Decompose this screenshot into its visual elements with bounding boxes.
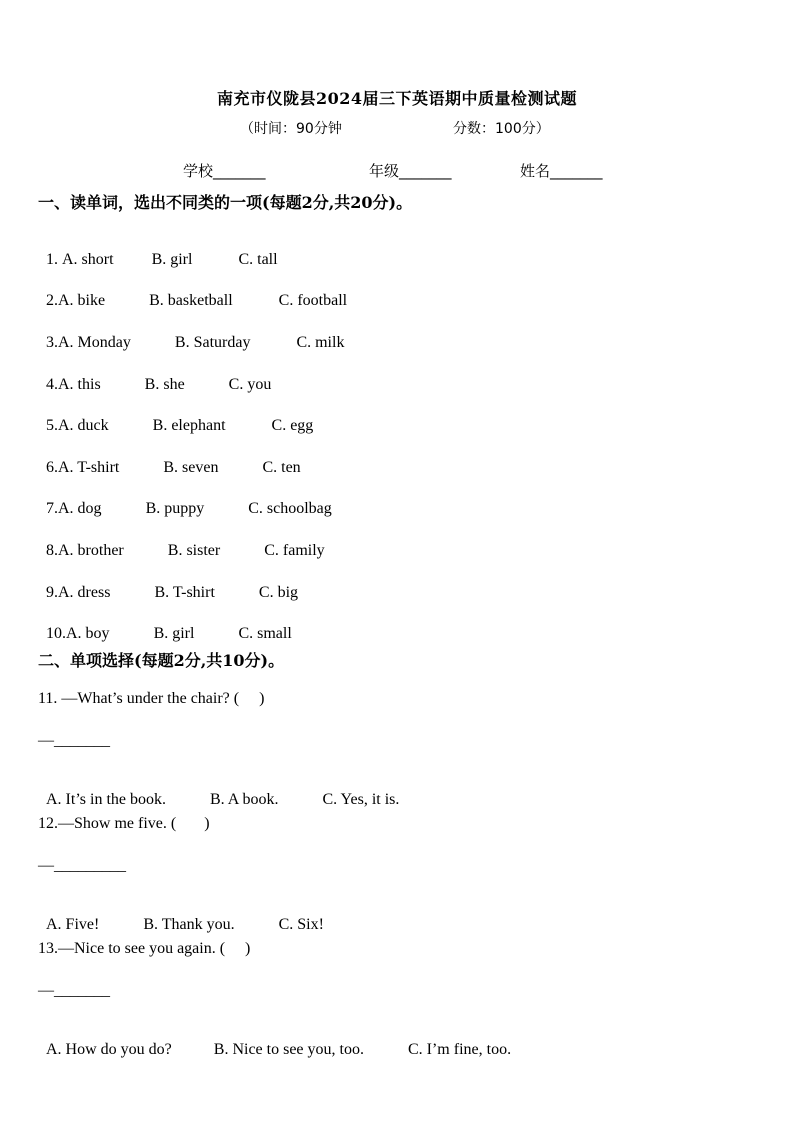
option-a: A. dog xyxy=(58,500,102,517)
section1-heading: 一、读单词，选出不同类的一项(每题2分,共20分)。 xyxy=(38,193,413,212)
option-b: B. Saturday xyxy=(174,334,251,351)
option-a: A. Monday xyxy=(58,334,131,351)
question-stem: 12.—Show me five. ( ) xyxy=(38,815,210,832)
school-field: 学校_______ xyxy=(183,162,266,180)
option-b: B. T-shirt xyxy=(154,584,215,601)
option-b: B. girl xyxy=(151,251,193,268)
option-c: C. schoolbag xyxy=(248,500,332,517)
question-number: 2. xyxy=(46,292,58,309)
grade-field: 年级_______ xyxy=(369,162,452,180)
options-row xyxy=(38,773,399,809)
option-c: C. Yes, it is. xyxy=(322,791,400,808)
option-a: A. this xyxy=(58,376,101,393)
question-row xyxy=(38,524,325,560)
option-c: C. small xyxy=(238,625,292,642)
option-b: B. girl xyxy=(153,625,195,642)
question-row xyxy=(38,441,301,477)
option-c: C. big xyxy=(258,584,299,601)
question-row xyxy=(38,358,271,394)
option-a: A. short xyxy=(62,251,114,268)
question-row xyxy=(38,399,313,435)
question-number: 5. xyxy=(46,417,58,434)
total-score: 分数：100分） xyxy=(453,121,550,137)
section2-heading: 二、单项选择(每题2分,共10分)。 xyxy=(38,651,285,670)
question-row xyxy=(38,607,292,643)
name-field: 姓名_______ xyxy=(520,162,603,180)
option-a: A. brother xyxy=(58,542,124,559)
question-number: 8. xyxy=(46,542,58,559)
answer-blank: —_________ xyxy=(38,857,126,874)
option-b: B. she xyxy=(144,376,185,393)
question-stem: 11. —What’s under the chair? ( ) xyxy=(38,690,265,707)
option-c: C. egg xyxy=(271,417,314,434)
question-number: 9. xyxy=(46,584,58,601)
answer-blank: —_______ xyxy=(38,732,110,749)
option-c: C. football xyxy=(278,292,348,309)
option-b: B. seven xyxy=(163,459,219,476)
question-row xyxy=(38,482,332,518)
option-c: C. family xyxy=(264,542,325,559)
option-a: A. How do you do? xyxy=(46,1041,172,1058)
question-number: 7. xyxy=(46,500,58,517)
option-b: B. puppy xyxy=(145,500,205,517)
answer-blank: —_______ xyxy=(38,982,110,999)
time-limit: （时间：90分钟 xyxy=(240,121,342,137)
option-c: C. Six! xyxy=(278,916,324,933)
option-a: A. dress xyxy=(58,584,111,601)
question-row xyxy=(38,274,347,310)
question-number: 6. xyxy=(46,459,58,476)
option-c: C. I’m fine, too. xyxy=(407,1041,512,1058)
page-title: 南充市仪陇县2024届三下英语期中质量检测试题 xyxy=(216,89,578,108)
option-a: A. It’s in the book. xyxy=(46,791,166,808)
option-c: C. milk xyxy=(296,334,345,351)
question-row xyxy=(38,316,344,352)
option-a: A. Five! xyxy=(46,916,100,933)
option-a: A. T-shirt xyxy=(58,459,120,476)
option-c: C. tall xyxy=(238,251,278,268)
option-b: B. A book. xyxy=(210,791,279,808)
option-b: B. Nice to see you, too. xyxy=(213,1041,364,1058)
question-number: 4. xyxy=(46,376,58,393)
option-a: A. boy xyxy=(66,625,110,642)
question-number: 1. xyxy=(46,251,62,268)
option-a: A. duck xyxy=(58,417,109,434)
question-stem: 13.—Nice to see you again. ( ) xyxy=(38,940,251,957)
question-row xyxy=(38,233,278,269)
option-c: C. ten xyxy=(262,459,301,476)
options-row xyxy=(38,1023,511,1059)
option-b: B. sister xyxy=(167,542,221,559)
option-b: B. basketball xyxy=(149,292,233,309)
option-c: C. you xyxy=(228,376,272,393)
question-number: 10. xyxy=(46,625,66,642)
options-row xyxy=(38,898,324,934)
option-a: A. bike xyxy=(58,292,106,309)
question-row xyxy=(38,566,298,602)
option-b: B. Thank you. xyxy=(143,916,235,933)
question-number: 3. xyxy=(46,334,58,351)
option-b: B. elephant xyxy=(152,417,226,434)
